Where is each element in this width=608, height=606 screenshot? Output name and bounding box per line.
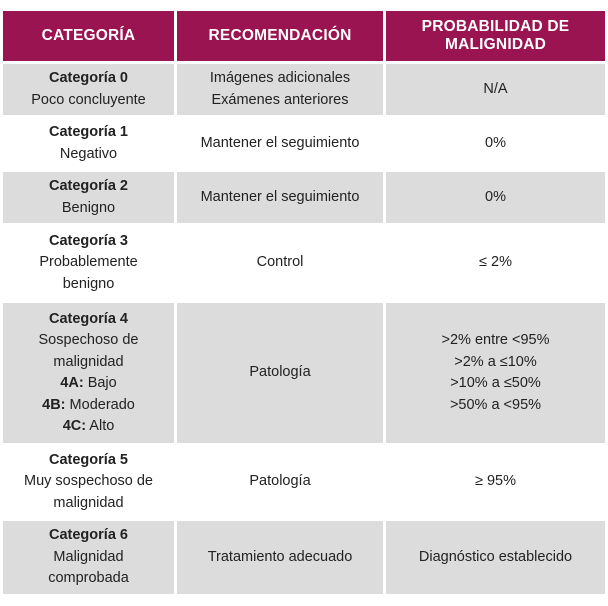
birads-table-container bbox=[0, 8, 608, 597]
table-row bbox=[3, 303, 605, 443]
category-cell bbox=[3, 64, 174, 115]
probability-cell bbox=[386, 446, 605, 518]
header-category: CATEGORÍA bbox=[3, 11, 174, 61]
category-description: malignidad bbox=[53, 494, 124, 511]
recommendation-text: Patología bbox=[249, 364, 311, 381]
category-name: Categoría 1 bbox=[49, 124, 128, 140]
category-description: malignidad bbox=[53, 353, 124, 370]
probability-cell bbox=[386, 118, 605, 169]
subcategory-code: 4A: bbox=[60, 375, 84, 391]
probability-text: N/A bbox=[483, 80, 508, 97]
category-description: Negativo bbox=[59, 145, 118, 162]
recommendation-cell bbox=[177, 303, 383, 443]
table-row bbox=[3, 446, 605, 518]
category-name: Categoría 2 bbox=[49, 178, 128, 194]
category-cell bbox=[3, 172, 174, 223]
header-recommendation: RECOMENDACIÓN bbox=[177, 11, 383, 61]
recommendation-text: Tratamiento adecuado bbox=[207, 548, 353, 565]
recommendation-cell bbox=[177, 521, 383, 594]
category-cell bbox=[3, 226, 174, 300]
category-cell bbox=[3, 118, 174, 169]
table-row bbox=[3, 64, 605, 115]
probability-text: ≤ 2% bbox=[479, 254, 512, 271]
table-row bbox=[3, 226, 605, 300]
table-row bbox=[3, 521, 605, 594]
category-description: Probablemente bbox=[39, 254, 138, 271]
recommendation-text: Imágenes adicionales bbox=[209, 70, 351, 86]
probability-text: >2% a ≤10% bbox=[454, 353, 537, 370]
probability-text: ≥ 95% bbox=[474, 473, 516, 490]
category-description: benigno bbox=[62, 275, 115, 292]
recommendation-text: Mantener el seguimiento bbox=[200, 134, 360, 151]
header-row bbox=[3, 11, 605, 61]
probability-cell bbox=[386, 521, 605, 594]
category-description: Malignidad bbox=[53, 548, 124, 565]
subcategory-code: 4C: bbox=[62, 418, 87, 434]
category-description: comprobada bbox=[48, 570, 129, 587]
probability-cell bbox=[386, 226, 605, 300]
recommendation-text: Exámenes anteriores bbox=[211, 91, 349, 108]
category-description: Benigno bbox=[61, 199, 116, 216]
probability-text: 0% bbox=[485, 188, 506, 205]
category-description: Sospechoso de bbox=[38, 332, 139, 348]
recommendation-cell bbox=[177, 446, 383, 518]
category-name: Categoría 0 bbox=[49, 70, 128, 86]
category-name: Categoría 5 bbox=[49, 451, 128, 468]
subcategory-label: Bajo bbox=[87, 375, 117, 391]
recommendation-cell bbox=[177, 226, 383, 300]
subcategory-label: Moderado bbox=[69, 396, 135, 413]
category-cell bbox=[3, 446, 174, 518]
subcategory-label: Alto bbox=[89, 418, 115, 434]
recommendation-cell bbox=[177, 118, 383, 169]
probability-text: >2% entre <95% bbox=[441, 332, 550, 348]
subcategory-line bbox=[9, 373, 168, 395]
category-name: Categoría 4 bbox=[49, 310, 128, 327]
probability-cell bbox=[386, 303, 605, 443]
category-description: Muy sospechoso de bbox=[24, 473, 153, 490]
table-row bbox=[3, 118, 605, 169]
table-row bbox=[3, 172, 605, 223]
header-probability: PROBABILIDAD DE MALIGNIDAD bbox=[386, 11, 605, 61]
recommendation-text: Patología bbox=[249, 473, 311, 490]
subcategory-code: 4B: bbox=[42, 396, 66, 413]
birads-table bbox=[0, 8, 608, 597]
probability-text: 0% bbox=[485, 134, 506, 151]
recommendation-text: Control bbox=[256, 254, 304, 271]
category-name: Categoría 3 bbox=[49, 232, 128, 249]
probability-text: Diagnóstico establecido bbox=[418, 548, 573, 565]
recommendation-cell bbox=[177, 172, 383, 223]
subcategory-line bbox=[9, 416, 168, 438]
subcategory-line bbox=[9, 395, 168, 417]
probability-text: >10% a ≤50% bbox=[450, 375, 541, 391]
recommendation-cell bbox=[177, 64, 383, 115]
probability-text: >50% a <95% bbox=[449, 396, 542, 413]
probability-cell bbox=[386, 172, 605, 223]
category-cell bbox=[3, 303, 174, 443]
probability-cell bbox=[386, 64, 605, 115]
category-description: Poco concluyente bbox=[31, 91, 146, 108]
recommendation-text: Mantener el seguimiento bbox=[200, 188, 360, 205]
category-name: Categoría 6 bbox=[49, 527, 128, 544]
category-cell bbox=[3, 521, 174, 594]
